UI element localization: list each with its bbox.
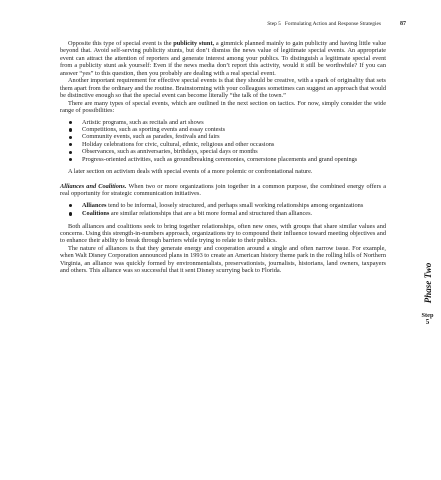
- paragraph-creativity: Another important requirement for effective special events is that they should be creative, with a spark of originality that sets them apart from the ordinary and the routine. Brainstorming with your colleagues sometimes can suggest an approach that would be distinctive enough so that the special event can become literally “the talk of the town.”: [60, 77, 386, 100]
- paragraph-publicity-stunt: [60, 40, 386, 77]
- paragraph-types-intro: There are many types of special events, which are outlined in the next section on tactics. For now, simply consider the wide range of possibilities:: [60, 99, 386, 115]
- phase-label: Phase Two: [423, 262, 434, 304]
- body-text: [60, 40, 386, 275]
- text-run: When two or more organizations join together in a common purpose, the combined energy offers a real opportunity for strategic communication initiatives.: [60, 182, 386, 198]
- list-item: Progress-oriented activities, such as groundbreaking ceremonies, cornerstone placements and grand openings: [82, 156, 386, 163]
- text-run: Opposite this type of special event is the: [68, 40, 174, 47]
- running-header: [0, 20, 441, 30]
- text-run: a gimmick planned mainly to gain publicity and having little value beyond that. Avoid self-serving publicity stunts, but don’t dismiss the news value of legitimate special events. An appropriate event can attract the attention of reporters and generate interest among your publics. To distinguish a legitimate special event from a publicity stunt ask yourself: Even if the news media don’t report this activity, would it still be worthwhile? If you can answer “yes” to this question, then you probably are dealing with a real special event.: [60, 40, 386, 77]
- list-item: [82, 210, 386, 217]
- paragraph-alliances: [60, 183, 386, 198]
- paragraph-strength-in-numbers: Both alliances and coalitions seek to bring together relationships, often new ones, with groups that share similar values and concerns. Using this strength-in-numbers approach, organizations try to compound their influence toward meeting objectives and to enhance their ability to break through barriers while trying to relate to their publics.: [60, 222, 386, 245]
- header-step: Step 5: [267, 21, 281, 27]
- list-item: Holiday celebrations for civic, cultural, ethnic, religious and other occasions: [82, 141, 386, 148]
- text-run: tend to be informal, loosely structured, and perhaps small working relationships among organizations: [106, 201, 364, 209]
- list-item: [82, 202, 386, 209]
- section-heading-alliances: Alliances and Coalitions.: [60, 182, 127, 190]
- list-item: Community events, such as parades, festivals and fairs: [82, 133, 386, 140]
- running-head: [267, 20, 381, 28]
- paragraph-disney-example: The nature of alliances is that they generate energy and cooperation around a single and often narrow issue. For example, when Walt Disney Corporation announced plans in 1993 to create an American history theme park in the rolling hills of Northern Virginia, an alliance was quickly formed by environmentalists, preservationists, journalists, historians, land owners, taxpayers and others. This alliance was so successful that it sent Disney scurrying back to Florida.: [60, 244, 386, 275]
- list-item: Competitions, such as sporting events and essay contests: [82, 126, 386, 133]
- paragraph-activism: A later section on activism deals with special events of a more polemic or confrontational nature.: [68, 168, 313, 176]
- text-run: are similar relationships that are a bit more formal and structured than alliances.: [109, 210, 313, 218]
- term-publicity-stunt: publicity stunt,: [173, 40, 215, 47]
- definitions-list: [60, 202, 386, 218]
- list-item: Artistic programs, such as recitals and art shows: [82, 119, 386, 126]
- event-types-list: [60, 119, 386, 164]
- step-tab-number: 5: [425, 318, 430, 326]
- step-tab: [414, 312, 441, 326]
- page-number: 87: [400, 21, 406, 27]
- term-alliances: Alliances: [82, 201, 107, 209]
- step-tab-label: Step: [421, 312, 434, 319]
- phase-tab: [416, 262, 441, 304]
- header-title: Formulating Action and Response Strategies: [284, 21, 381, 27]
- term-coalitions: Coalitions: [82, 210, 110, 218]
- list-item: Observances, such as anniversaries, birthdays, special days or months: [82, 148, 386, 155]
